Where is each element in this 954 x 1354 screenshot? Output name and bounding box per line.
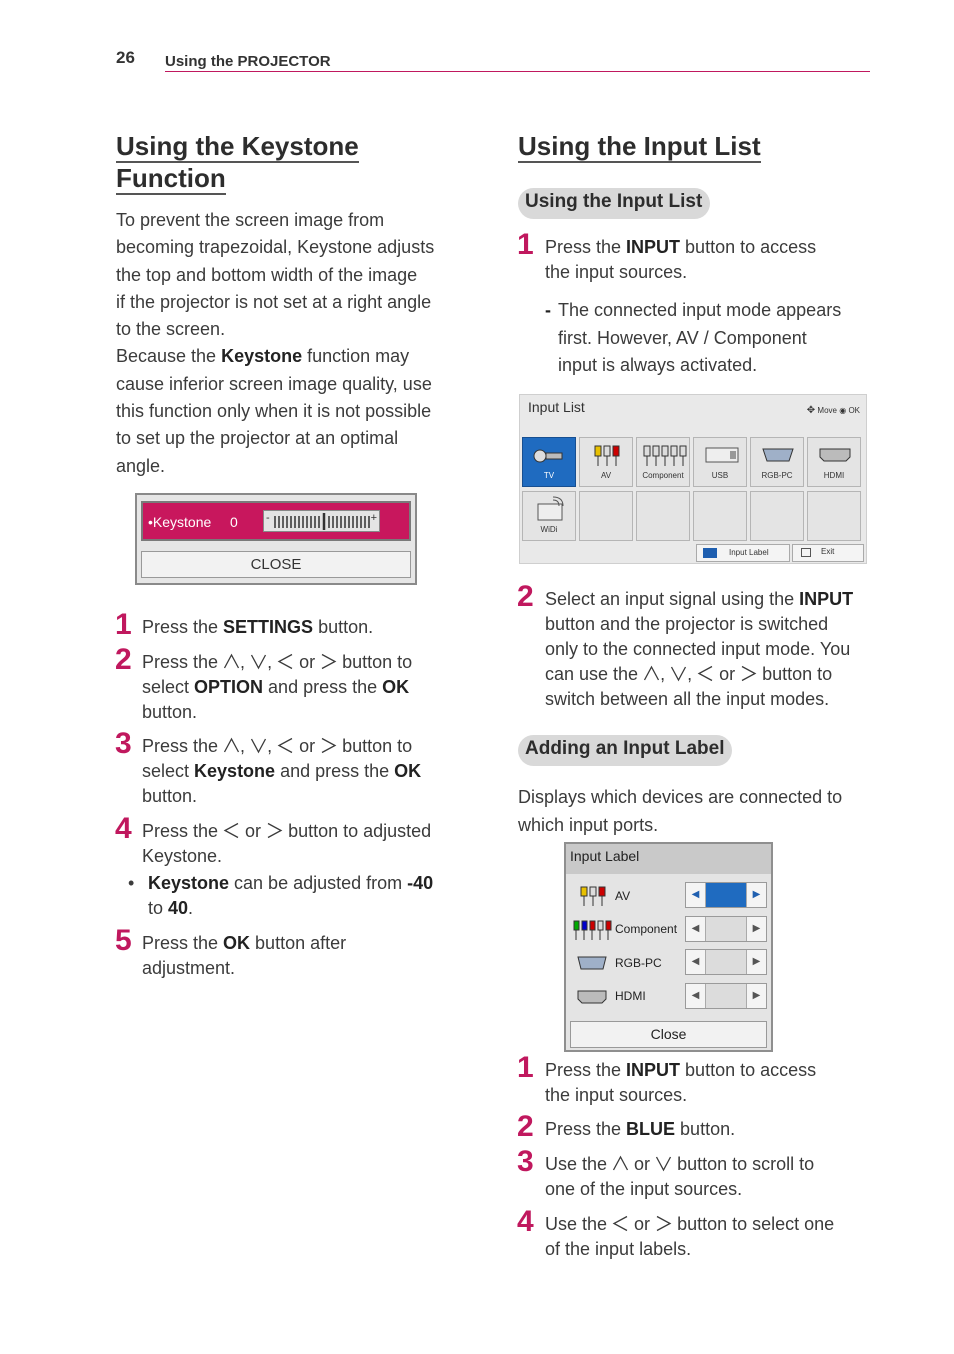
intro-line: this function only when it is not possible <box>116 401 432 422</box>
input-list-widget <box>519 394 867 564</box>
input-tile-component[interactable]: Component <box>636 437 690 487</box>
component-plugs-icon <box>643 444 687 468</box>
input-tile-tv[interactable]: TV <box>522 437 576 487</box>
step-number: 4 <box>115 812 132 845</box>
right-arrow-icon[interactable]: ▶ <box>746 950 766 974</box>
down-arrow-icon <box>670 665 687 682</box>
keystone-slider[interactable] <box>263 510 380 532</box>
up-arrow-icon <box>643 665 660 682</box>
input-tile-hdmi[interactable]: HDMI <box>807 437 861 487</box>
intro-line: To prevent the screen image from <box>116 210 385 230</box>
right-arrow-icon <box>320 737 337 754</box>
keystone-title <box>116 130 359 194</box>
exit-icon <box>801 548 811 557</box>
label-step-3-text: Use the or button to scroll to one of the input sources. <box>545 1154 815 1199</box>
subheading-adding-input-label: Adding an Input Label <box>518 735 732 766</box>
input-list-widget-title: Input List <box>528 399 585 415</box>
step-number: 3 <box>115 727 132 760</box>
header-rule <box>165 71 870 72</box>
left-arrow-icon[interactable]: ◀ <box>686 883 706 907</box>
left-arrow-icon[interactable]: ◀ <box>686 984 706 1008</box>
down-arrow-icon <box>250 653 267 670</box>
keystone-close-button[interactable]: CLOSE <box>141 551 411 578</box>
step-4-bullet: • Keystone can be adjusted from -40 to 40. <box>128 873 434 918</box>
widi-icon <box>535 496 567 524</box>
keystone-title-line2: Function <box>116 163 226 193</box>
step-5-text: Press the OK button after adjustment. <box>142 933 347 978</box>
input-tile-empty <box>579 491 633 541</box>
page-number: 26 <box>116 48 135 67</box>
input-step-1-note: - The connected input mode appears first. However, AV / Component input is always activated. <box>545 297 875 380</box>
left-arrow-icon[interactable]: ◀ <box>686 917 706 941</box>
minus-sign: - <box>266 512 270 524</box>
input-list-title: Using the Input List <box>518 131 761 161</box>
input-tile-av[interactable]: AV <box>579 437 633 487</box>
usb-icon <box>704 444 740 466</box>
plus-sign: + <box>370 512 377 524</box>
keystone-value: 0 <box>230 514 238 530</box>
rgb-pc-icon <box>761 446 795 464</box>
input-tile-empty <box>807 491 861 541</box>
keystone-widget <box>135 493 417 585</box>
label-selector-component[interactable] <box>685 916 767 942</box>
step-number: 2 <box>517 1110 534 1143</box>
step-number: 1 <box>517 1051 534 1084</box>
dash-icon: - <box>545 300 551 320</box>
rgb-pc-icon <box>576 955 608 971</box>
slider-ticks-icon <box>273 513 373 530</box>
section-header: Using the PROJECTOR <box>165 53 331 70</box>
keystone-bold: Keystone <box>221 346 303 367</box>
input-label-widget <box>564 842 773 1052</box>
exit-button[interactable]: Exit <box>792 544 864 562</box>
label-selector-hdmi[interactable] <box>685 983 767 1009</box>
move-icon: ✥ <box>806 405 816 416</box>
intro-line: to the screen. <box>116 319 226 340</box>
left-arrow-icon <box>612 1215 629 1232</box>
intro-line: cause inferior screen image quality, use <box>116 373 432 394</box>
left-arrow-icon <box>277 653 294 670</box>
left-arrow-icon <box>223 822 240 839</box>
intro-line: the top and bottom width of the image <box>116 264 418 285</box>
step-1-text: Press the SETTINGS button. <box>142 617 374 637</box>
input-tile-empty <box>750 491 804 541</box>
keystone-intro <box>116 207 466 480</box>
step-number: 2 <box>517 580 534 613</box>
input-tile-empty <box>693 491 747 541</box>
step-number: 5 <box>115 924 132 957</box>
intro-line: to set up the projector at an optimal <box>116 428 399 449</box>
input-label-description: Displays which devices are connected to which input ports. <box>518 787 843 835</box>
keystone-title-line1: Using the Keystone <box>116 131 359 161</box>
step-number: 1 <box>517 228 534 261</box>
step-4-text: Press the or button to adjusted Keystone. <box>142 821 432 866</box>
up-arrow-icon <box>223 737 240 754</box>
down-arrow-icon <box>250 737 267 754</box>
input-label-close-button[interactable]: Close <box>570 1021 767 1048</box>
input-label-header <box>566 844 771 874</box>
blue-key-icon <box>703 548 717 558</box>
label-step-2-text: Press the BLUE button. <box>545 1119 736 1139</box>
label-selector-rgb-pc[interactable] <box>685 949 767 975</box>
intro-line: angle. <box>116 455 166 476</box>
right-arrow-icon <box>266 822 283 839</box>
right-arrow-icon <box>740 665 757 682</box>
step-number: 2 <box>115 643 132 676</box>
subheading-using-input-list: Using the Input List <box>518 188 710 219</box>
step-number: 4 <box>517 1205 534 1238</box>
left-arrow-icon <box>277 737 294 754</box>
right-arrow-icon[interactable]: ▶ <box>746 883 766 907</box>
step-2-text: Press the , , or button to select OPTION and press the OK button. <box>142 652 413 722</box>
up-arrow-icon <box>223 653 240 670</box>
intro-line: becoming trapezoidal, Keystone adjusts <box>116 237 435 258</box>
step-number: 1 <box>115 608 132 641</box>
label-step-1-text: Press the INPUT button to access the input sources. <box>545 1060 817 1105</box>
keystone-bar[interactable] <box>141 501 411 541</box>
input-label-button[interactable]: Input Label <box>696 544 790 562</box>
input-label-widget-title: Input Label <box>570 848 640 864</box>
input-list-hint: ✥ Move ◉ OK <box>806 405 860 416</box>
up-arrow-icon <box>612 1155 629 1172</box>
intro-line: Because the Keystone function may <box>116 346 410 367</box>
intro-line: if the projector is not set at a right angle <box>116 291 432 312</box>
tv-antenna-icon <box>533 446 567 466</box>
av-plugs-icon <box>580 886 606 908</box>
input-tile-rgb-pc[interactable]: RGB-PC <box>750 437 804 487</box>
down-arrow-icon <box>655 1155 672 1172</box>
label-step-4-text: Use the or button to select one of the input labels. <box>545 1214 835 1259</box>
label-row-name: HDMI <box>615 989 646 1003</box>
keystone-label: •Keystone <box>148 514 212 530</box>
input-tile-empty <box>636 491 690 541</box>
label-selector-av[interactable] <box>685 882 767 908</box>
ok-icon: ◉ <box>839 406 847 415</box>
label-row-name: Component <box>615 922 678 936</box>
input-step-1-text: Press the INPUT button to access the input sources. <box>545 237 817 282</box>
right-arrow-icon <box>320 653 337 670</box>
hdmi-icon <box>818 446 852 464</box>
step-3-text: Press the , , or button to select Keystone and press the OK button. <box>142 736 422 806</box>
step-number: 3 <box>517 1145 534 1178</box>
input-step-2-text: Select an input signal using the INPUT button and the projector is switched only to the connected input mode. You can use the , , or button to switch between all the input modes. <box>545 589 854 709</box>
input-tile-usb[interactable]: USB <box>693 437 747 487</box>
av-plugs-icon <box>594 444 622 468</box>
left-arrow-icon[interactable]: ◀ <box>686 950 706 974</box>
bullet-icon: • <box>128 873 135 893</box>
input-tile-widi[interactable]: WiDi <box>522 491 576 541</box>
hdmi-icon <box>576 989 608 1005</box>
right-arrow-icon[interactable]: ▶ <box>746 917 766 941</box>
component-plugs-icon <box>573 920 613 942</box>
right-arrow-icon[interactable]: ▶ <box>746 984 766 1008</box>
label-row-name: RGB-PC <box>615 956 662 970</box>
left-arrow-icon <box>697 665 714 682</box>
right-arrow-icon <box>655 1215 672 1232</box>
label-row-name: AV <box>615 889 631 903</box>
